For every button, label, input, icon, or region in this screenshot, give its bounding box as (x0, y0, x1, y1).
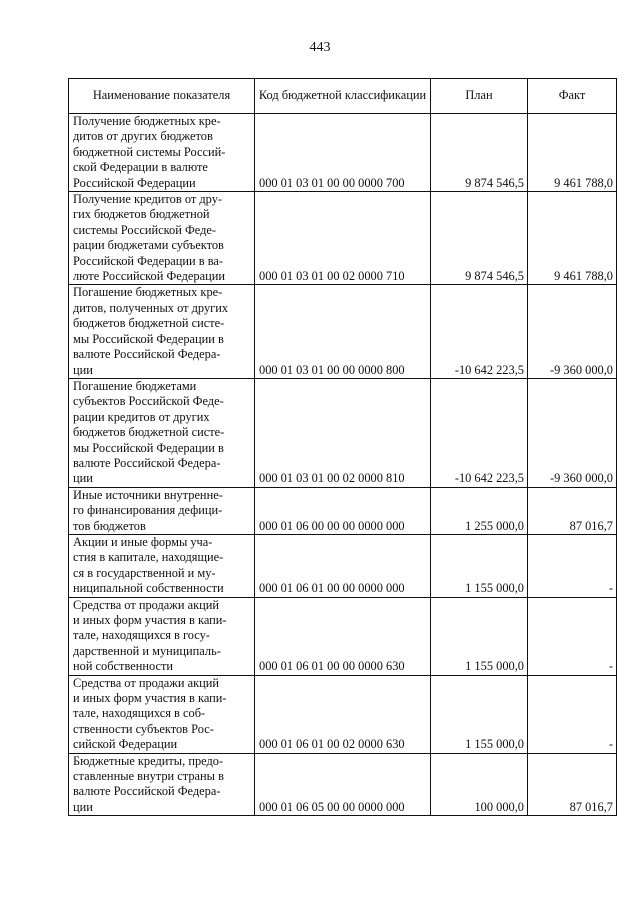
table-row (69, 114, 617, 192)
table-header-row (69, 79, 617, 114)
cell-plan: 1 155 000,0 (431, 597, 528, 675)
cell-fact: - (528, 534, 617, 597)
cell-name: Акции и иные формы уча- стия в капитале, находящие- ся в государственной и му- ниципальной собственности (69, 534, 255, 597)
cell-code: 000 01 06 00 00 00 0000 000 (255, 487, 431, 534)
cell-name: Погашение бюджетных кре- дитов, полученных от других бюджетов бюджетной систе- мы Российской Федерации в валюте Российской Федера- ции (69, 285, 255, 378)
cell-code: 000 01 06 01 00 00 0000 000 (255, 534, 431, 597)
cell-code: 000 01 03 01 00 02 0000 710 (255, 192, 431, 285)
cell-name: Получение кредитов от дру- гих бюджетов бюджетной системы Российской Феде- рации бюджетами субъектов Российской Федерации в ва- люте Российской Федерации (69, 192, 255, 285)
table-row (69, 378, 617, 487)
cell-code: 000 01 06 01 00 02 0000 630 (255, 675, 431, 753)
cell-code: 000 01 03 01 00 00 0000 700 (255, 114, 431, 192)
table-row (69, 597, 617, 675)
header-name: Наименование показателя (69, 79, 255, 114)
cell-name: Средства от продажи акций и иных форм участия в капи- тале, находящихся в госу- дарственной и муниципаль- ной собственности (69, 597, 255, 675)
cell-fact: 9 461 788,0 (528, 114, 617, 192)
cell-fact: - (528, 597, 617, 675)
cell-fact: 9 461 788,0 (528, 192, 617, 285)
cell-name: Получение бюджетных кре- дитов от других бюджетов бюджетной системы Россий- ской Федерации в валюте Российской Федерации (69, 114, 255, 192)
cell-plan: 1 155 000,0 (431, 534, 528, 597)
cell-plan: 9 874 546,5 (431, 114, 528, 192)
cell-plan: -10 642 223,5 (431, 378, 528, 487)
cell-code: 000 01 06 01 00 00 0000 630 (255, 597, 431, 675)
table-row (69, 675, 617, 753)
table-body (69, 114, 617, 816)
cell-fact: -9 360 000,0 (528, 285, 617, 378)
table-row (69, 753, 617, 816)
cell-name: Погашение бюджетами субъектов Российской Феде- рации кредитов от других бюджетов бюджетной систе- мы Российской Федерации в валюте Российской Федера- ции (69, 378, 255, 487)
table-row (69, 285, 617, 378)
table-row (69, 192, 617, 285)
header-code: Код бюджетной классификации (255, 79, 431, 114)
cell-fact: -9 360 000,0 (528, 378, 617, 487)
cell-plan: -10 642 223,5 (431, 285, 528, 378)
table-row (69, 534, 617, 597)
cell-plan: 1 255 000,0 (431, 487, 528, 534)
cell-plan: 1 155 000,0 (431, 675, 528, 753)
page-number: 443 (309, 40, 331, 55)
cell-name: Иные источники внутренне- го финансирования дефици- тов бюджетов (69, 487, 255, 534)
cell-plan: 9 874 546,5 (431, 192, 528, 285)
budget-sources-table (68, 78, 617, 816)
cell-name: Средства от продажи акций и иных форм участия в капи- тале, находящихся в соб- ственности субъектов Рос- сийской Федерации (69, 675, 255, 753)
table-row (69, 487, 617, 534)
header-plan: План (431, 79, 528, 114)
cell-code: 000 01 06 05 00 00 0000 000 (255, 753, 431, 816)
cell-fact: 87 016,7 (528, 753, 617, 816)
cell-code: 000 01 03 01 00 00 0000 800 (255, 285, 431, 378)
cell-fact: 87 016,7 (528, 487, 617, 534)
cell-code: 000 01 03 01 00 02 0000 810 (255, 378, 431, 487)
cell-name: Бюджетные кредиты, предо- ставленные внутри страны в валюте Российской Федера- ции (69, 753, 255, 816)
header-fact: Факт (528, 79, 617, 114)
cell-plan: 100 000,0 (431, 753, 528, 816)
cell-fact: - (528, 675, 617, 753)
